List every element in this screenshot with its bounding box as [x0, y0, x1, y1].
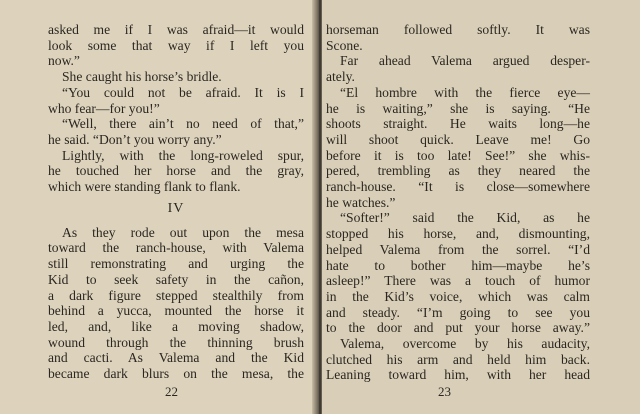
- text-line: look some that way if I left you: [48, 37, 304, 53]
- text-line: “You could not be afraid. It is I: [62, 84, 304, 100]
- text-line: Kid to seek safety in the cañon,: [48, 271, 304, 287]
- text-line: horseman followed softly. It was: [326, 22, 590, 37]
- text-line: a dark figure stepped stealthily from: [48, 287, 304, 303]
- text-line: She caught his horse’s bridle.: [62, 69, 222, 85]
- text-line: Far ahead Valema argued desper-: [340, 53, 590, 69]
- text-line: now.”: [48, 53, 80, 69]
- text-line: Scone.: [326, 37, 363, 53]
- text-line: Leaning toward him, with her head: [326, 367, 590, 383]
- text-line: he is waiting,” she is saying. “He: [326, 100, 590, 116]
- text-line: in the Kid’s voice, which was calm: [326, 288, 590, 304]
- text-line: will shoot quick. Leave me! Go: [326, 131, 590, 147]
- text-line: became dark blurs on the mesa, the: [48, 366, 304, 382]
- text-line: and steady. “I’m going to see you: [326, 304, 590, 320]
- text-line: As they rode out upon the mesa: [62, 224, 304, 240]
- text-line: ranch-house. “It is close—somewhere: [326, 179, 590, 195]
- text-line: he watches.”: [326, 194, 396, 210]
- text-line: hate to bother him—maybe he’s: [326, 257, 590, 273]
- left-text-bottom: [48, 225, 304, 382]
- text-line: pered, trembling as they neared the: [326, 163, 590, 179]
- left-text-top: [48, 22, 304, 195]
- text-line: which were standing flank to flank.: [48, 179, 241, 195]
- left-page: [0, 0, 318, 414]
- text-line: behind a yucca, mounted the horse it: [48, 303, 304, 319]
- text-line: asleep!” There was a touch of humor: [326, 273, 590, 289]
- text-line: clutched his arm and held him back.: [326, 351, 590, 367]
- text-line: before it is too late! See!” she whis-: [326, 147, 590, 163]
- right-text: [326, 22, 590, 383]
- text-line: led, and, like a moving shadow,: [48, 318, 304, 334]
- text-line: asked me if I was afraid—it would: [48, 22, 304, 37]
- text-line: who fear—for you!”: [48, 100, 160, 116]
- text-line: and cacti. As Valema and the Kid: [48, 350, 304, 366]
- text-line: Valema, overcome by his audacity,: [340, 336, 590, 352]
- chapter-heading: IV: [167, 200, 185, 216]
- text-line: Lightly, with the long-roweled spur,: [62, 147, 304, 163]
- page-number-right: 23: [438, 384, 451, 399]
- text-line: “El hombre with the fierce eye—: [340, 84, 590, 100]
- text-line: ately.: [326, 69, 355, 85]
- text-line: he touched her horse and the gray,: [48, 163, 304, 179]
- text-line: shoots straight. He waits long—he: [326, 116, 590, 132]
- text-line: to the door and put your horse away.”: [326, 320, 590, 336]
- page-number-left: 22: [165, 384, 178, 399]
- text-line: “Softer!” said the Kid, as he: [340, 210, 590, 226]
- text-line: “Well, there ain’t no need of that,”: [62, 116, 304, 132]
- text-line: stopped his horse, and, dismounting,: [326, 226, 590, 242]
- text-line: still remonstrating and urging the: [48, 256, 304, 272]
- text-line: wound through the thinning brush: [48, 334, 304, 350]
- text-line: he said. “Don’t you worry any.”: [48, 131, 222, 147]
- text-line: helped Valema from the sorrel. “I’d: [326, 241, 590, 257]
- text-line: toward the ranch-house, with Valema: [48, 240, 304, 256]
- right-page: [322, 0, 640, 414]
